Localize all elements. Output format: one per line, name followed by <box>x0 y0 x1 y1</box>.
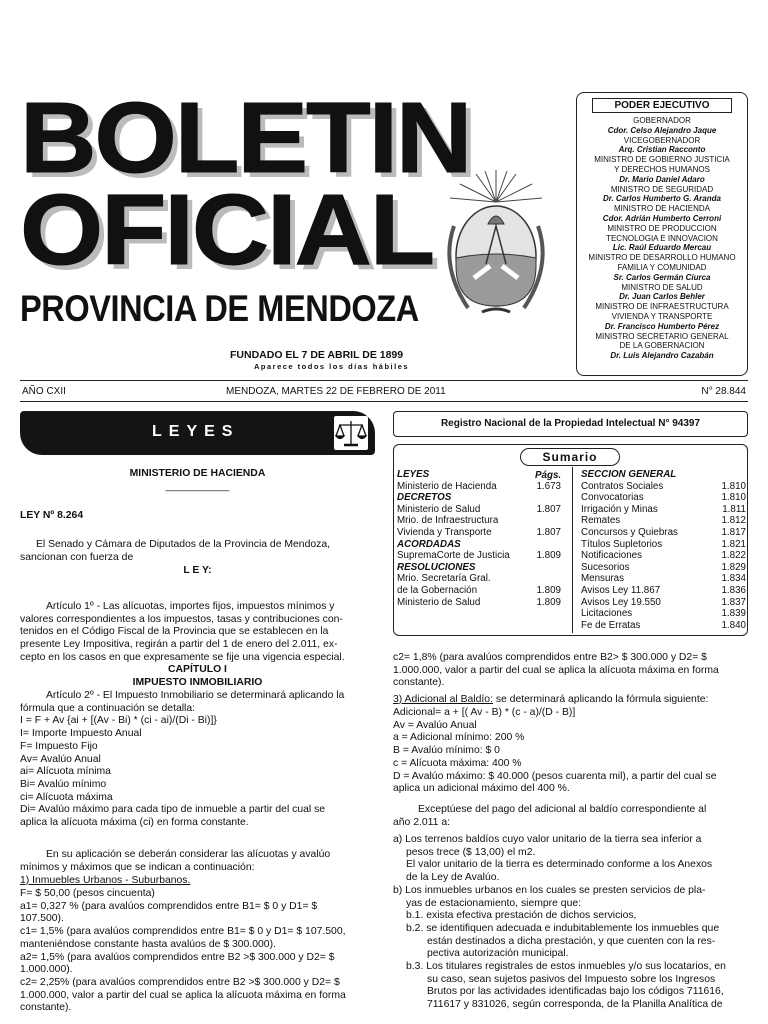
summary-entry: Sucesorios <box>581 561 630 573</box>
summary-page-number: 1.807 <box>536 503 561 515</box>
exception-item-line: de la Ley de Avalúo. <box>406 872 500 884</box>
summary-page-number: 1.673 <box>536 480 561 492</box>
article-1-line: cepto en los casos en que expresamente se fije una vigencia especial. <box>20 651 345 663</box>
formula-line: Av = Avalúo Anual <box>393 719 477 731</box>
rate-line: constante). <box>20 1002 72 1014</box>
divider-rule: ___________ <box>165 481 230 492</box>
summary-section-heading: ACORDADAS <box>397 538 461 550</box>
summary-entry: Concursos y Quiebras <box>581 527 678 538</box>
official-name: Cdor. Adrián Humberto Cerroni <box>602 213 722 223</box>
official-name: Dr. Luis Alejandro Cazabán <box>610 351 714 361</box>
summary-entry: Títulos Supletorios <box>581 538 663 550</box>
preamble-line-2: sancionan con fuerza de <box>20 552 134 563</box>
official-role: MINISTRO DE SALUD <box>621 282 703 292</box>
summary-entry: Remates <box>581 515 621 527</box>
summary-entry: Avisos Ley 19.550 <box>581 596 661 608</box>
article-2-line: ci= Alícuota máxima <box>20 791 113 803</box>
summary-section-heading: LEYES <box>397 469 430 480</box>
masthead-boletin: BOLETIN <box>20 82 471 194</box>
article-2-line: fórmula que a continuación se detalla: <box>20 702 196 714</box>
chapter-title: IMPUESTO INMOBILIARIO <box>132 677 263 688</box>
official-name: Lic. Raúl Eduardo Mercau <box>612 243 712 253</box>
summary-page-number: 1.811 <box>722 503 746 515</box>
exception-item-line: b.3. Los titulares registrales de estos inmuebles y/o sus locatarios, en <box>406 961 726 972</box>
masthead-oficial: OFICIAL <box>20 174 433 286</box>
issue-number: N° 28.844 <box>701 386 746 397</box>
section-title: LEYES <box>152 423 240 440</box>
official-role: MINISTRO DE GOBIERNO JUSTICIA <box>594 155 730 165</box>
official-name: Cdor. Celso Alejandro Jaque <box>607 125 717 135</box>
summary-entry: Ministerio de Salud <box>397 503 481 515</box>
formula-line: D = Avalúo máximo: $ 40.000 (pesos cuarenta mil), a partir del cual se <box>393 770 717 782</box>
article-2-line: Bi= Avalúo mínimo <box>20 778 107 790</box>
article-2-line: aplica la alícuota máxima (ci) en forma constante. <box>20 817 249 828</box>
article-2-line: Artículo 2º - El Impuesto Inmobiliario se determinará aplicando la <box>46 690 345 701</box>
summary-section-heading: DECRETOS <box>397 492 452 504</box>
summary-page-number: 1.810 <box>721 480 746 492</box>
c2-line: c2= 1,8% (para avalúos comprendidos entre B2> $ 300.000 y D2= $ <box>393 652 707 663</box>
exception-item-line: a) Los terrenos baldíos cuyo valor unitario de la tierra sea inferior a <box>393 834 702 845</box>
article-2-line: I = F + Av {ai + [(Av - Bi) * (ci - ai)/(Di - Bi)]} <box>20 715 217 727</box>
article-1-line: valores correspondientes a los impuestos, tasas y contribuciones con- <box>20 613 343 625</box>
rate-line: 1.000.000, valor a partir del cual se aplica la alícuota máxima en forma <box>20 989 346 1001</box>
summary-entry: Avisos Ley 11.867 <box>581 585 661 596</box>
article-1-line: presente Ley Impositiva, regirán a partir del 1 de enero del 2.011, ex- <box>20 639 338 651</box>
rate-line: c1= 1,5% (para avalúos comprendidos entre B1= $ 0 y D1= $ 107.500, <box>20 926 346 938</box>
summary-page-number: 1.812 <box>721 515 746 527</box>
executive-box <box>576 92 748 376</box>
article-2-line: Av= Avalúo Anual <box>20 753 101 765</box>
application-line-1: En su aplicación se deberán considerar las alícuotas y avalúo <box>46 849 331 860</box>
rate-line: F= $ 50,00 (pesos cincuenta) <box>20 888 155 899</box>
year-label: AÑO CXII <box>22 386 66 397</box>
chapter-heading: CAPÍTULO I <box>168 664 227 675</box>
official-role: MINISTRO DE INFRAESTRUCTURA <box>595 302 729 312</box>
summary-pages-header: Págs. <box>535 470 562 481</box>
exception-item-line: yas de estacionamiento, siempre que: <box>406 897 582 909</box>
exception-item-line: b.2. se identifiquen adecuada e indubitablemente los inmuebles que <box>406 922 720 934</box>
summary-entry: Mrio. de Infraestructura <box>397 515 499 527</box>
article-1-line: Artículo 1º - Las alícuotas, importes fijos, impuestos mínimos y <box>46 601 335 612</box>
c2-line: 1.000.000, valor a partir del cual se aplica la alícuota máxima en forma <box>393 664 719 676</box>
article-2-line: ai= Alícuota mínima <box>20 766 111 778</box>
scales-of-justice-icon <box>334 416 368 450</box>
rate-line: c2= 2,25% (para avalúos comprendidos entre B2 >$ 300.000 y D2= $ <box>20 976 340 988</box>
summary-entry: de la Gobernación <box>397 585 478 596</box>
summary-page-number: 1.809 <box>536 585 561 596</box>
exception-line-1: Exceptúese del pago del adicional al baldío correspondiente al <box>418 804 707 815</box>
official-name: Arq. Cristian Racconto <box>618 145 706 155</box>
subsection-urban: 1) Inmuebles Urbanos - Suburbanos. <box>20 875 191 886</box>
subsection-baldio <box>393 694 708 707</box>
summary-page-number: 1.836 <box>721 585 746 596</box>
summary-section-heading: SECCION GENERAL <box>581 469 677 480</box>
rate-line: manteniéndose constante hasta avalúos de $ 300.000). <box>20 938 276 950</box>
preamble-line-1: El Senado y Cámara de Diputados de la Provincia de Mendoza, <box>36 539 330 550</box>
summary-entry: SupremaCorte de Justicia <box>397 550 510 562</box>
summary-entry: Contratos Sociales <box>581 480 664 492</box>
official-role: DE LA GOBERNACION <box>619 341 705 351</box>
official-role: TECNOLOGIA E INNOVACION <box>606 233 718 243</box>
official-role: GOBERNADOR <box>633 116 691 125</box>
formula-line: Adicional= a + [( Av - B) * (c - a)/(D - B)] <box>393 707 576 718</box>
formula-line: a = Adicional mínimo: 200 % <box>393 732 525 744</box>
summary-page-number: 1.821 <box>721 538 746 550</box>
summary-title: Sumario <box>520 448 620 466</box>
summary-entry: Licitaciones <box>581 608 633 620</box>
exception-item-line: están destinados a dicha prestación, y que cuenten con la res- <box>427 935 716 947</box>
article-2-line: Di= Avalúo máximo para cada tipo de inmueble a partir del cual se <box>20 804 326 816</box>
official-role: MINISTRO DE SEGURIDAD <box>610 184 714 194</box>
summary-entry: Ministerio de Salud <box>397 596 481 608</box>
summary-page-number: 1.829 <box>721 561 746 573</box>
summary-page-number: 1.817 <box>721 527 746 538</box>
founded-line: FUNDADO EL 7 DE ABRIL DE 1899 <box>230 349 404 361</box>
article-1-line: tenidos en el Código Fiscal de la Provincia que se establecen en la <box>20 626 329 638</box>
exception-item-line: b) Los inmuebles urbanos en los cuales se presten servicios de pla- <box>393 884 706 896</box>
exception-item-line: pectiva autorización municipal. <box>427 948 569 960</box>
executive-title: PODER EJECUTIVO <box>592 98 732 113</box>
appears-line: Aparece todos los días hábiles <box>254 362 410 371</box>
summary-page-number: 1.809 <box>536 596 561 608</box>
date-strip <box>20 380 748 402</box>
executive-list <box>581 116 743 361</box>
baldio-rest: se determinará aplicando la fórmula siguiente: <box>492 694 709 705</box>
summary-page-number: 1.807 <box>536 527 561 538</box>
summary-entry: Convocatorias <box>581 492 644 504</box>
summary-page-number: 1.839 <box>721 608 746 620</box>
rate-line: a2= 1,5% (para avalúos comprendidos entre B2 >$ 300.000 y D2= $ <box>20 951 335 963</box>
summary-section-heading: RESOLUCIONES <box>397 561 476 573</box>
formula-line: B = Avalúo mínimo: $ 0 <box>393 745 500 757</box>
formula-line: aplica un adicional máximo del 400 %. <box>393 783 570 795</box>
summary-page-number: 1.837 <box>721 596 746 608</box>
official-role: MINISTRO SECRETARIO GENERAL <box>595 331 729 341</box>
summary-page-number: 1.822 <box>721 550 746 562</box>
official-name: Sr. Carlos Germán Ciurca <box>613 272 711 282</box>
exception-item-line: pesos trece ($ 13,00) el m2. <box>406 846 536 858</box>
rate-line: 107.500). <box>20 913 64 925</box>
coat-of-arms-icon <box>438 166 554 318</box>
summary-page-number: 1.810 <box>721 492 746 504</box>
summary-entry: Mensuras <box>581 573 625 585</box>
official-role: MINISTRO DE PRODUCCION <box>607 223 717 233</box>
application-line-2: mínimos y máximos que se indican a continuación: <box>20 862 255 873</box>
masthead-province: PROVINCIA DE MENDOZA <box>20 288 419 329</box>
summary-entry: Ministerio de Hacienda <box>397 480 497 492</box>
summary-entry: Notificaciones <box>581 550 642 562</box>
summary-page-number: 1.809 <box>536 550 561 562</box>
exception-item-line: su caso, sean sujetos pasivos del Impuesto sobre los Ingresos <box>427 973 716 985</box>
summary-entry: Fe de Erratas <box>581 619 641 631</box>
article-2-line: I= Importe Impuesto Anual <box>20 728 142 740</box>
exception-item-line: Brutos por las actividades identificadas bajo los códigos 711616, <box>427 986 724 998</box>
official-role: Y DERECHOS HUMANOS <box>614 164 710 174</box>
c2-line: constante). <box>393 677 445 689</box>
date-label: MENDOZA, MARTES 22 DE FEBRERO DE 2011 <box>226 386 446 397</box>
official-name: Dr. Mario Daniel Adaro <box>619 174 705 184</box>
summary-entry: Mrio. Secretaría Gral. <box>397 573 491 585</box>
ley-heading: L E Y: <box>183 565 212 576</box>
official-role: MINISTRO DE DESARROLLO HUMANO <box>588 253 736 263</box>
exception-item-line: 711617 y 831026, según corresponda, de la Planilla Analítica de <box>427 999 723 1011</box>
article-2-line: F= Impuesto Fijo <box>20 740 98 752</box>
registry-box: Registro Nacional de la Propiedad Intelectual N° 94397 <box>393 411 748 437</box>
official-role: VICEGOBERNADOR <box>623 135 701 145</box>
summary-page-number: 1.834 <box>721 573 746 585</box>
summary-entry: Vivienda y Transporte <box>397 527 492 538</box>
official-name: Dr. Francisco Humberto Pérez <box>604 321 720 331</box>
exception-item-line: b.1. exista efectiva prestación de dichos servicios, <box>406 910 637 922</box>
rate-line: 1.000.000). <box>20 964 73 976</box>
summary-page-number: 1.840 <box>721 619 746 631</box>
exception-line-2: año 2.011 a: <box>393 817 451 828</box>
official-name: Dr. Juan Carlos Behler <box>619 292 705 302</box>
leyes-banner <box>20 411 375 455</box>
law-number: LEY Nº 8.264 <box>20 510 84 521</box>
ministry-title: MINISTERIO DE HACIENDA <box>129 468 266 479</box>
baldio-label: 3) Adicional al Baldío: <box>393 694 493 705</box>
official-name: Dr. Carlos Humberto G. Aranda <box>603 194 721 204</box>
summary-divider <box>572 467 573 633</box>
official-role: FAMILIA Y COMUNIDAD <box>617 262 707 272</box>
rate-line: a1= 0,327 % (para avalúos comprendidos entre B1= $ 0 y D1= $ <box>20 900 318 912</box>
official-role: VIVIENDA Y TRANSPORTE <box>611 311 713 321</box>
official-role: MINISTRO DE HACIENDA <box>613 204 710 214</box>
summary-box <box>393 444 748 636</box>
formula-line: c = Alícuota máxima: 400 % <box>393 757 522 769</box>
summary-entry: Irrigación y Minas <box>581 503 658 515</box>
exception-item-line: El valor unitario de la tierra es determinado conforme a los Anexos <box>406 859 713 871</box>
